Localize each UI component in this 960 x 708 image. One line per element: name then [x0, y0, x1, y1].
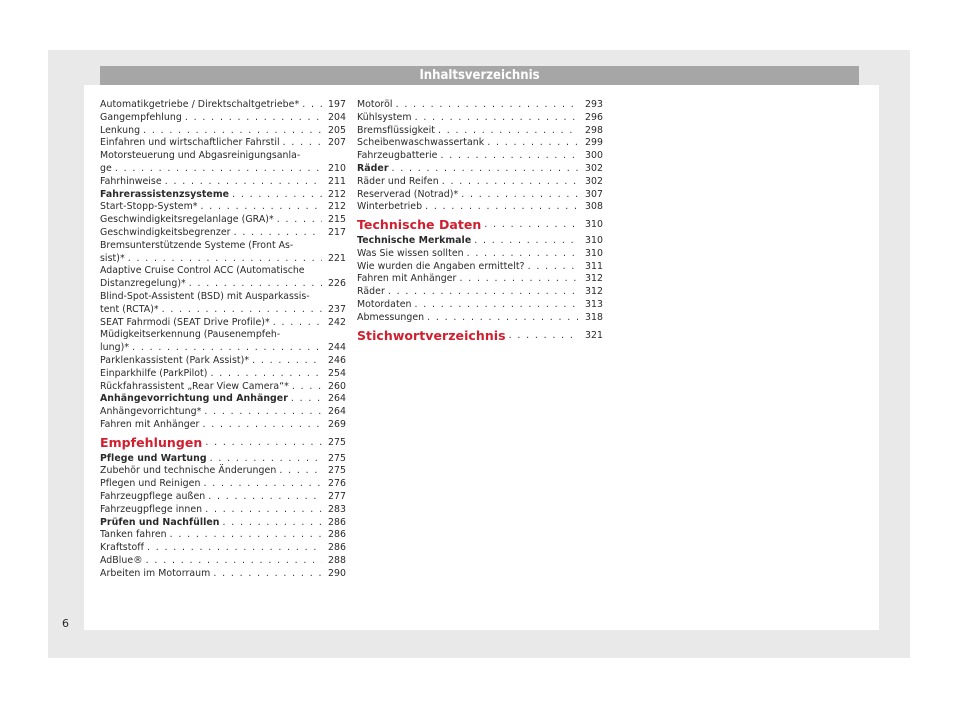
toc-entry-line[interactable]: Adaptive Cruise Control ACC (Automatische	[100, 265, 305, 277]
toc-entry[interactable]	[100, 529, 346, 542]
toc-entry-title: Geschwindigkeitsbegrenzer	[100, 226, 231, 238]
toc-entry[interactable]	[100, 201, 346, 214]
toc-entry[interactable]	[100, 342, 346, 355]
toc-entry-line[interactable]: Motorsteuerung und Abgasreinigungsanla-	[100, 150, 301, 162]
toc-entry-title: Einparkhilfe (ParkPilot)	[100, 367, 208, 379]
toc-entry-title: Automatikgetriebe / Direktschaltgetriebe*	[100, 99, 300, 110]
toc-entry-title: Einfahren und wirtschaftlicher Fahrstil	[100, 137, 280, 149]
toc-leader-dots	[427, 312, 579, 325]
toc-leader-dots	[147, 542, 322, 555]
toc-entry[interactable]	[100, 317, 346, 330]
toc-leader-dots	[189, 278, 322, 291]
toc-entry-title: Reserverad (Notrad)*	[357, 188, 459, 200]
toc-entry[interactable]	[100, 381, 346, 394]
toc-leader-dots	[467, 248, 579, 261]
toc-leader-dots	[128, 253, 322, 266]
toc-page-number: 242	[327, 316, 346, 328]
toc-page-number: 204	[327, 111, 346, 123]
toc-entry[interactable]	[357, 125, 603, 138]
toc-entry-title: Start-Stopp-System*	[100, 201, 198, 213]
toc-chapter[interactable]	[357, 163, 603, 176]
toc-leader-dots	[143, 125, 322, 138]
toc-entry[interactable]	[100, 368, 346, 381]
toc-leader-dots	[232, 189, 322, 202]
toc-entry[interactable]	[100, 278, 346, 291]
toc-page-number: 212	[327, 188, 346, 200]
toc-entry-title: Arbeiten im Motorraum	[100, 567, 211, 579]
toc-entry-line[interactable]: Müdigkeitserkennung (Pausenempfeh-	[100, 329, 281, 341]
toc-page-number: 246	[327, 354, 346, 366]
toc-entry-title: Was Sie wissen sollten	[357, 247, 464, 259]
toc-page-number: 313	[584, 298, 603, 310]
toc-leader-dots	[484, 219, 579, 232]
toc-leader-dots	[132, 342, 322, 355]
toc-leader-dots	[203, 478, 322, 491]
toc-leader-dots	[392, 163, 580, 176]
toc-entry-title: Motoröl	[357, 99, 393, 110]
toc-page-number: 275	[327, 452, 346, 464]
toc-section[interactable]	[357, 327, 603, 343]
toc-leader-dots	[204, 406, 322, 419]
toc-leader-dots	[474, 235, 579, 248]
toc-leader-dots	[441, 150, 580, 163]
toc-entry-title: Fahrzeugpflege innen	[100, 503, 203, 515]
toc-page-number: 318	[584, 311, 603, 323]
toc-leader-dots	[208, 491, 322, 504]
toc-entry[interactable]	[100, 355, 346, 368]
toc-entry-title: Fahrhinweise	[100, 175, 162, 187]
toc-entry[interactable]	[100, 227, 346, 240]
toc-entry-title: Technische Merkmale	[357, 234, 472, 246]
toc-entry-title: Bremsflüssigkeit	[357, 124, 435, 136]
toc-leader-dots	[115, 163, 322, 176]
toc-entry-title: Fahrzeugbatterie	[357, 150, 438, 162]
toc-entry-title: Pflege und Wartung	[100, 452, 207, 464]
toc-page-number: 217	[327, 226, 346, 238]
toc-entry-title: Winterbetrieb	[357, 201, 423, 213]
toc-entry[interactable]	[357, 112, 603, 125]
toc-page-number: 286	[327, 529, 346, 541]
toc-leader-dots	[438, 125, 579, 138]
toc-entry-title: AdBlue®	[100, 554, 143, 566]
toc-entry[interactable]	[100, 125, 346, 138]
toc-entry-title: Gangempfehlung	[100, 111, 182, 123]
toc-page-number: 312	[584, 273, 603, 285]
toc-page-number: 300	[584, 150, 603, 162]
toc-page-number: 296	[584, 111, 603, 123]
toc-page-number: 211	[327, 175, 346, 187]
toc-page-number: 302	[584, 175, 603, 187]
toc-leader-dots	[252, 355, 322, 368]
toc-page-number: 264	[327, 393, 346, 405]
toc-leader-dots	[146, 555, 322, 568]
toc-leader-dots	[202, 419, 322, 432]
toc-entry-title: Räder	[357, 286, 385, 298]
toc-page-number: 276	[327, 478, 346, 490]
toc-section[interactable]	[357, 219, 603, 232]
toc-leader-dots	[213, 568, 322, 581]
toc-page-number: 226	[327, 278, 346, 290]
toc-entry-title: Fahrzeugpflege außen	[100, 490, 206, 502]
toc-entry[interactable]	[100, 542, 346, 555]
toc-leader-dots	[277, 214, 322, 227]
toc-leader-dots	[205, 504, 322, 517]
toc-entry-line[interactable]: Blind-Spot-Assistent (BSD) mit Ausparkassis-	[100, 290, 310, 302]
toc-entry[interactable]	[100, 112, 346, 125]
toc-leader-dots	[211, 368, 323, 381]
toc-entry[interactable]	[100, 214, 346, 227]
toc-chapter[interactable]	[100, 393, 346, 406]
toc-leader-dots	[283, 137, 322, 150]
toc-entry-title: Technische Daten	[357, 217, 482, 233]
toc-entry-title: Prüfen und Nachfüllen	[100, 516, 220, 528]
toc-page-number: 307	[584, 188, 603, 200]
toc-leader-dots	[396, 99, 579, 112]
toc-leader-dots	[205, 437, 322, 450]
toc-entry-line[interactable]: Bremsunterstützende Systeme (Front As-	[100, 239, 294, 251]
toc-entry-title: Fahren mit Anhänger	[357, 273, 457, 285]
toc-entry[interactable]	[100, 491, 346, 504]
toc-leader-dots	[210, 453, 322, 466]
toc-entry[interactable]	[100, 176, 346, 189]
toc-entry[interactable]	[100, 568, 346, 581]
toc-right-column	[357, 99, 603, 345]
toc-page-number: 286	[327, 542, 346, 554]
page-number: 6	[62, 617, 69, 630]
toc-page-number: 254	[327, 367, 346, 379]
toc-page-number: 210	[327, 162, 346, 174]
toc-entry[interactable]	[100, 253, 346, 266]
toc-page-number: 269	[327, 418, 346, 430]
toc-entry-title: Lenkung	[100, 124, 141, 136]
toc-left-column	[100, 99, 346, 580]
toc-page-number: 205	[327, 124, 346, 136]
toc-page-number: 302	[584, 162, 603, 174]
toc-leader-dots	[162, 304, 322, 317]
toc-page-number: 293	[584, 99, 603, 110]
toc-page-number: 288	[327, 554, 346, 566]
toc-entry-title: Empfehlungen	[100, 434, 203, 450]
toc-entry-title: lung)*	[100, 342, 130, 354]
toc-leader-dots	[528, 261, 579, 274]
toc-entry-title: Fahrerassistenzsysteme	[100, 188, 230, 200]
toc-leader-dots	[388, 286, 579, 299]
toc-leader-dots	[461, 189, 579, 202]
toc-leader-dots	[279, 465, 322, 478]
toc-entry[interactable]	[100, 137, 346, 150]
toc-entry[interactable]	[357, 273, 603, 286]
toc-entry-title: Tanken fahren	[100, 529, 167, 541]
toc-entry[interactable]	[357, 201, 603, 214]
toc-page-number: 310	[584, 219, 603, 231]
toc-leader-dots	[201, 201, 322, 214]
toc-leader-dots	[165, 176, 322, 189]
toc-leader-dots	[509, 330, 579, 343]
toc-entry-title: Zubehör und technische Änderungen	[100, 465, 277, 477]
toc-entry-title: Pflegen und Reinigen	[100, 478, 201, 490]
toc-leader-dots	[170, 529, 322, 542]
toc-entry-title: Anhängevorrichtung und Anhänger	[100, 393, 288, 405]
toc-entry-title: sist)*	[100, 252, 125, 264]
toc-page-number: 237	[327, 303, 346, 315]
toc-section[interactable]	[100, 434, 346, 450]
toc-page-number: 298	[584, 124, 603, 136]
toc-page-number: 310	[584, 234, 603, 246]
toc-entry[interactable]	[100, 504, 346, 517]
toc-page-number: 275	[327, 436, 346, 448]
toc-chapter[interactable]	[100, 189, 346, 202]
toc-page-number: 312	[584, 286, 603, 298]
toc-page-number: 286	[327, 516, 346, 528]
toc-entry[interactable]	[100, 555, 346, 568]
toc-page-number: 283	[327, 503, 346, 515]
toc-leader-dots	[415, 112, 579, 125]
toc-page-number: 299	[584, 137, 603, 149]
toc-leader-dots	[291, 393, 322, 406]
toc-entry-title: ge	[100, 162, 112, 174]
toc-entry-title: Motordaten	[357, 298, 412, 310]
toc-entry-title: Kühlsystem	[357, 111, 412, 123]
toc-leader-dots	[302, 99, 322, 112]
toc-leader-dots	[223, 517, 322, 530]
toc-page-number: 264	[327, 406, 346, 418]
toc-leader-dots	[415, 299, 579, 312]
toc-entry[interactable]	[100, 465, 346, 478]
toc-entry[interactable]	[357, 299, 603, 312]
toc-entry-title: Abmessungen	[357, 311, 425, 323]
toc-page-number: 244	[327, 342, 346, 354]
toc-chapter[interactable]	[357, 235, 603, 248]
toc-page-number: 221	[327, 252, 346, 264]
toc-entry-title: Räder und Reifen	[357, 175, 439, 187]
toc-entry[interactable]	[357, 137, 603, 150]
toc-entry[interactable]	[100, 419, 346, 432]
toc-leader-dots	[292, 381, 322, 394]
toc-entry-title: Wie wurden die Angaben ermittelt?	[357, 260, 525, 272]
toc-entry-title: Kraftstoff	[100, 542, 144, 554]
toc-entry-title: Rückfahrassistent „Rear View Camera“*	[100, 380, 289, 392]
toc-leader-dots	[459, 273, 579, 286]
toc-entry[interactable]	[100, 163, 346, 176]
toc-page-number: 310	[584, 247, 603, 259]
toc-entry[interactable]	[357, 150, 603, 163]
toc-page-number: 277	[327, 490, 346, 502]
toc-page-number: 260	[327, 380, 346, 392]
toc-entry[interactable]	[100, 99, 346, 112]
toc-entry-title: Geschwindigkeitsregelanlage (GRA)*	[100, 214, 274, 226]
toc-leader-dots	[185, 112, 322, 125]
toc-entry[interactable]	[100, 478, 346, 491]
toc-page-number: 311	[584, 260, 603, 272]
toc-entry[interactable]	[357, 99, 603, 112]
toc-entry-title: Fahren mit Anhänger	[100, 418, 200, 430]
toc-entry-title: Räder	[357, 162, 389, 174]
toc-entry[interactable]	[357, 189, 603, 202]
toc-entry-title: SEAT Fahrmodi (SEAT Drive Profile)*	[100, 316, 270, 328]
toc-page-number: 215	[327, 214, 346, 226]
toc-entry-title: Stichwortverzeichnis	[357, 327, 506, 343]
toc-page-number: 321	[584, 329, 603, 341]
toc-leader-dots	[425, 201, 579, 214]
toc-chapter[interactable]	[100, 453, 346, 466]
toc-leader-dots	[273, 317, 322, 330]
toc-entry[interactable]	[357, 248, 603, 261]
toc-entry-title: Anhängevorrichtung*	[100, 406, 202, 418]
toc-entry[interactable]	[357, 312, 603, 325]
toc-leader-dots	[442, 176, 579, 189]
toc-page-number: 197	[327, 99, 346, 110]
toc-page-number: 207	[327, 137, 346, 149]
toc-entry-title: Parklenkassistent (Park Assist)*	[100, 354, 250, 366]
toc-entry[interactable]	[100, 304, 346, 317]
page-title: Inhaltsverzeichnis	[100, 66, 859, 85]
toc-entry-title: Scheibenwaschwassertank	[357, 137, 485, 149]
toc-entry-title: tent (RCTA)*	[100, 303, 159, 315]
toc-page-number: 275	[327, 465, 346, 477]
toc-entry[interactable]	[100, 406, 346, 419]
toc-entry[interactable]	[357, 261, 603, 274]
toc-page-number: 290	[327, 567, 346, 579]
toc-entry[interactable]	[357, 176, 603, 189]
toc-entry-title: Distanzregelung)*	[100, 278, 186, 290]
toc-page-number: 308	[584, 201, 603, 213]
toc-chapter[interactable]	[100, 517, 346, 530]
toc-leader-dots	[487, 137, 579, 150]
toc-entry[interactable]	[357, 286, 603, 299]
toc-page-number: 212	[327, 201, 346, 213]
toc-leader-dots	[234, 227, 322, 240]
